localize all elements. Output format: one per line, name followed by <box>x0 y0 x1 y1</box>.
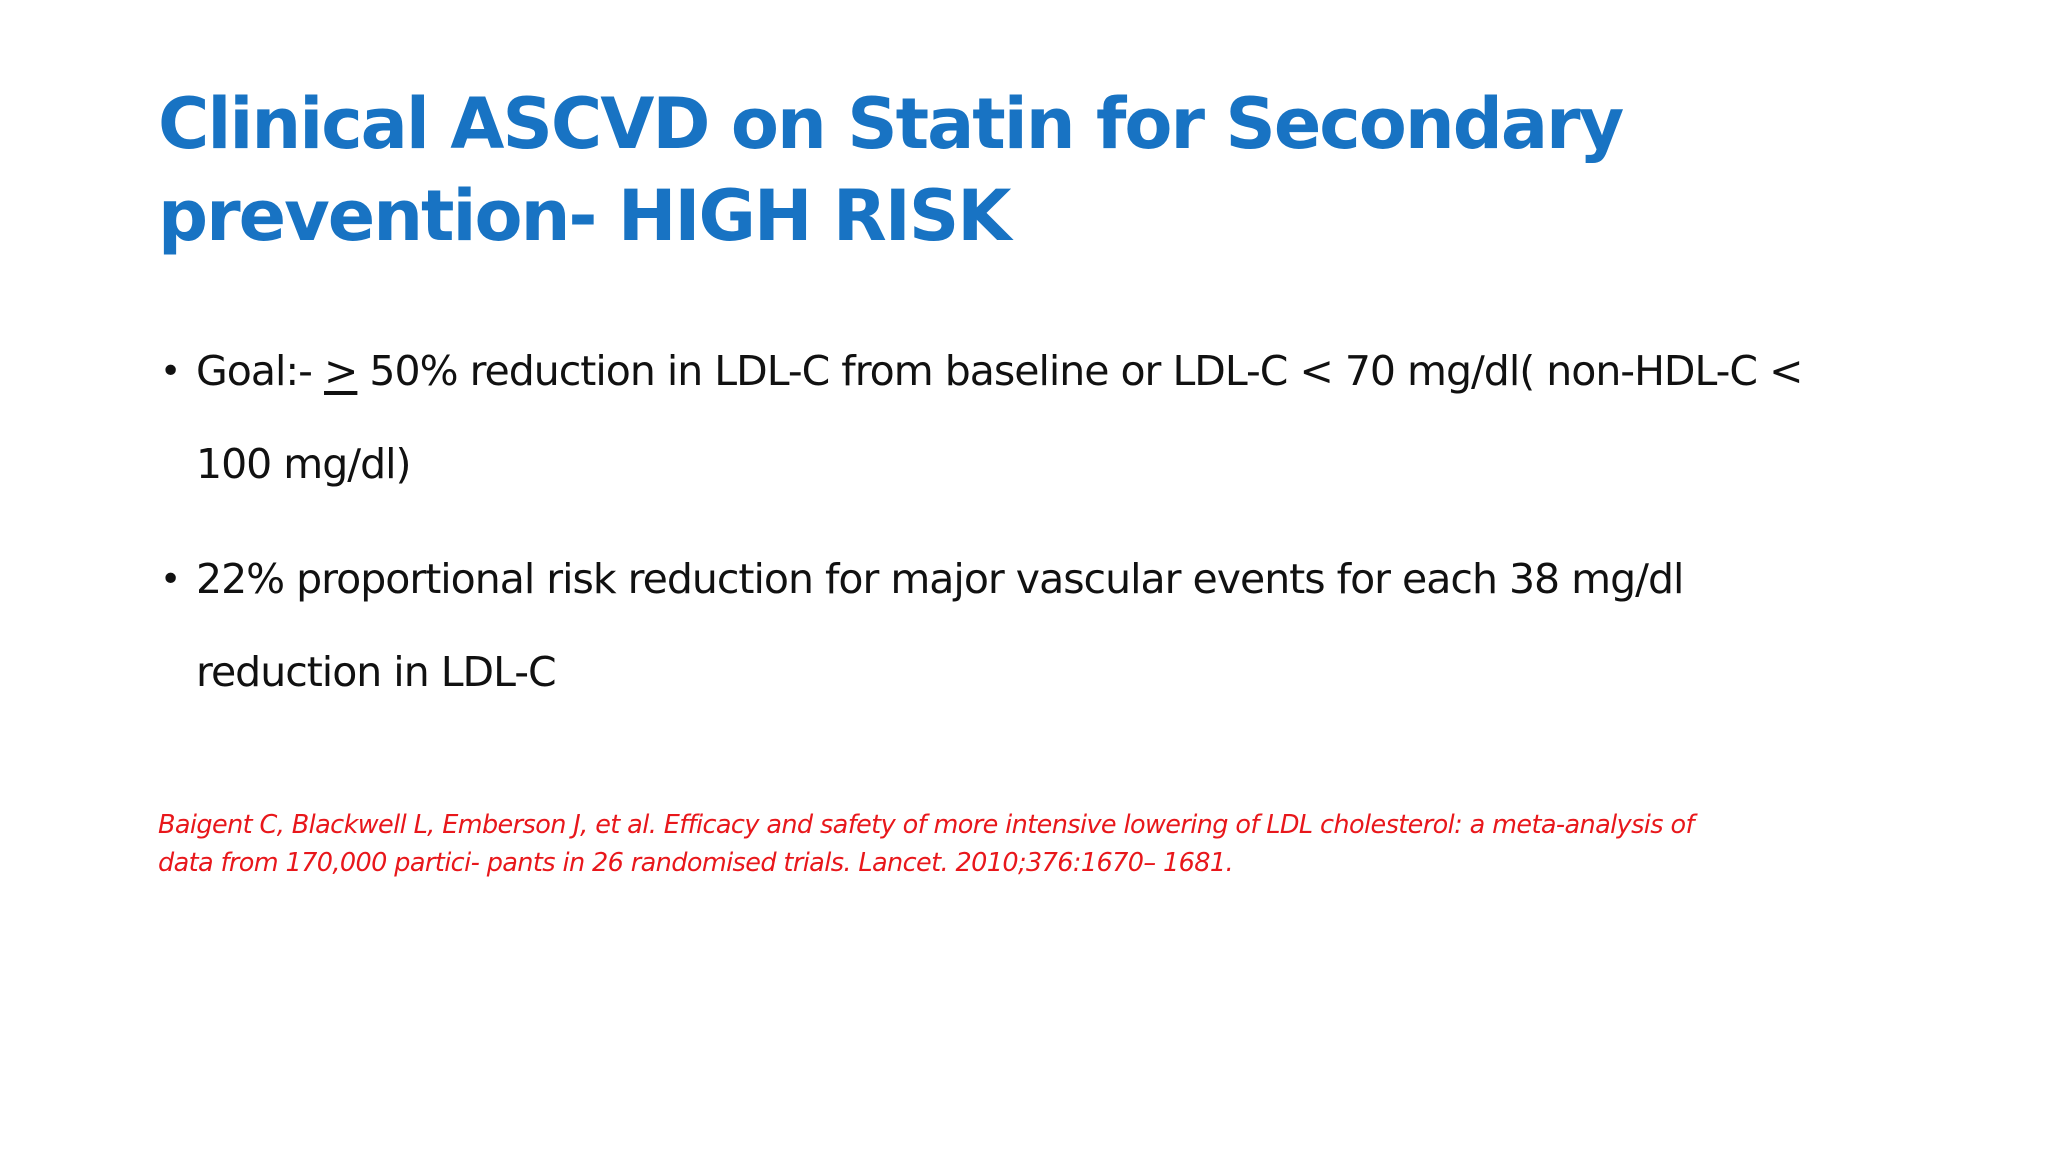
bullet-goal-line-2: 100 mg/dl) <box>196 440 411 488</box>
bullet-item-goal <box>158 325 1938 511</box>
slide-title-line-2: prevention- HIGH RISK <box>158 175 1010 257</box>
bullet-goal-prefix: Goal:- <box>196 347 325 395</box>
bullet-dot-icon: • <box>160 559 181 600</box>
bullet-list <box>158 325 1938 741</box>
citation-line-2: data from 170,000 partici- pants in 26 randomised trials. Lancet. 2010;376:1670– 1681. <box>158 848 1234 878</box>
citation-line-1: Baigent C, Blackwell L, Emberson J, et al. Efficacy and safety of more intensive lowering of LDL cholesterol: a meta-analysis of <box>158 810 1694 840</box>
bullet-risk-line-2: reduction in LDL-C <box>196 648 556 696</box>
bullet-dot-icon: • <box>160 351 181 392</box>
bullet-item-risk-reduction <box>158 533 1938 719</box>
citation-reference <box>158 806 1918 882</box>
slide-title-line-1: Clinical ASCVD on Statin for Secondary <box>158 83 1623 165</box>
bullet-goal-line-1 <box>196 325 1938 418</box>
bullet-risk-line-1: 22% proportional risk reduction for major vascular events for each 38 mg/dl <box>196 555 1684 603</box>
slide-title <box>158 78 1918 262</box>
greater-equal-symbol: > <box>324 347 358 395</box>
bullet-goal-text: 50% reduction in LDL-C from baseline or LDL-C < 70 mg/dl( non-HDL-C < <box>357 347 1803 395</box>
